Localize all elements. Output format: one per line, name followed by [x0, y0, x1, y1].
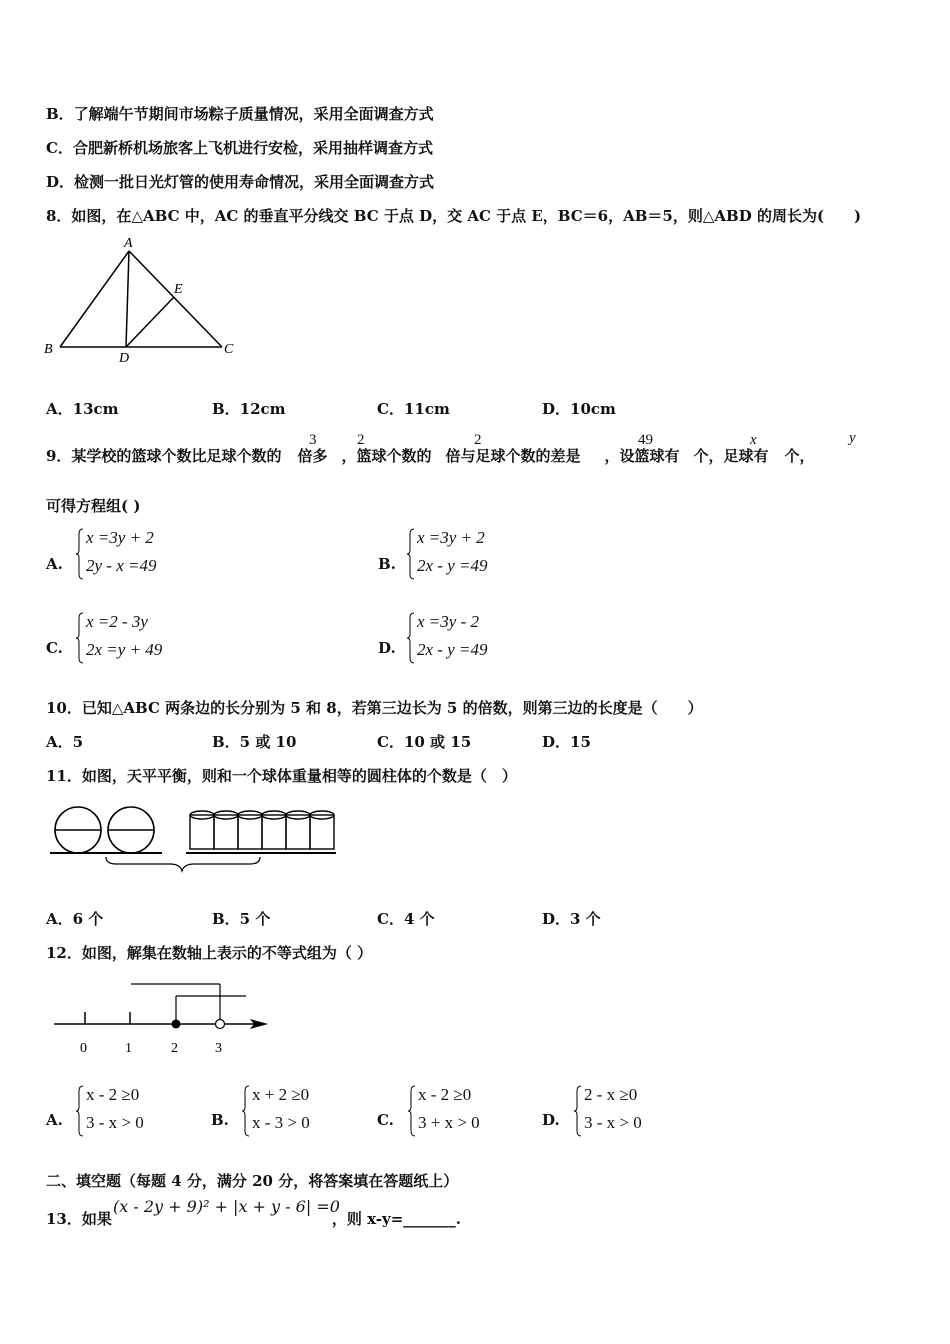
- tick-2: 2: [171, 1041, 178, 1056]
- q11-option-a: A．6 个: [46, 910, 104, 928]
- balance-figure: [46, 798, 346, 878]
- q11-stem: 11．如图，天平平衡，则和一个球体重量相等的圆柱体的个数是（ ）: [46, 767, 517, 785]
- q8-option-d: D．10cm: [542, 400, 616, 418]
- label-a: A: [124, 236, 133, 251]
- q10-option-c: C．10 或 15: [377, 733, 472, 751]
- q12-option-d-label: D.: [542, 1111, 560, 1129]
- q9-option-d-label: D.: [378, 639, 396, 657]
- q11-option-c: C．4 个: [377, 910, 435, 928]
- section-heading: 二、填空题（每题 4 分，满分 20 分，将答案填在答题纸上）: [46, 1172, 459, 1190]
- q8-option-a: A．13cm: [46, 400, 119, 418]
- q9-option-c-label: C.: [46, 639, 63, 657]
- q8-option-b: B．12cm: [212, 400, 286, 418]
- q7-option-b: B．了解端午节期间市场粽子质量情况，采用全面调查方式: [46, 105, 434, 123]
- number-line-figure: [46, 978, 286, 1058]
- q9-option-a-label: A.: [46, 555, 63, 573]
- q11-option-b: B．5 个: [212, 910, 271, 928]
- q9-number-2: 2: [357, 432, 365, 448]
- q8-option-c: C．11cm: [377, 400, 450, 418]
- q9-line2: 可得方程组( ): [46, 497, 141, 515]
- tick-3: 3: [215, 1041, 222, 1056]
- q9-var-x: x: [750, 432, 757, 448]
- q9-stem: 9．某学校的篮球个数比足球个数的 倍多 ，篮球个数的 倍与足球个数的差是 ，设篮球有 个，足球有 个，: [46, 447, 815, 465]
- q7-option-c: C．合肥新桥机场旅客上飞机进行安检，采用抽样调查方式: [46, 139, 433, 157]
- q7-option-d: D．检测一批日光灯管的使用寿命情况，采用全面调查方式: [46, 173, 435, 191]
- q9-number-2b: 2: [474, 432, 482, 448]
- q10-option-b: B．5 或 10: [212, 733, 297, 751]
- q12-stem: 12．如图，解集在数轴上表示的不等式组为（ ）: [46, 944, 373, 962]
- q9-var-y: y: [849, 430, 856, 446]
- label-c: C: [224, 342, 234, 357]
- tick-0: 0: [80, 1041, 87, 1056]
- q12-option-b-label: B.: [211, 1111, 229, 1129]
- q13-expression: (x - 2y + 9)² + |x + y - 6| =0: [113, 1197, 340, 1216]
- tick-1: 1: [125, 1041, 132, 1056]
- label-d: D: [119, 351, 130, 365]
- q12-option-a-label: A.: [46, 1111, 63, 1129]
- q10-stem: 10．已知△ABC 两条边的长分别为 5 和 8，若第三边长为 5 的倍数，则第三边的长度是（ ）: [46, 699, 703, 717]
- label-e: E: [174, 282, 183, 297]
- q9-number-49: 49: [638, 432, 653, 448]
- q8-stem: 8．如图，在△ABC 中，AC 的垂直平分线交 BC 于点 D，交 AC 于点 E，BC＝6，AB＝5，则△ABD 的周长为( ): [46, 207, 862, 225]
- q12-option-c-label: C.: [377, 1111, 394, 1129]
- label-b: B: [44, 342, 53, 357]
- triangle-figure: [40, 235, 240, 365]
- q10-option-a: A．5: [46, 733, 84, 751]
- q9-option-b-label: B.: [378, 555, 396, 573]
- q10-option-d: D．15: [542, 733, 591, 751]
- q11-option-d: D．3 个: [542, 910, 601, 928]
- q13-stem: 13．如果 ，则 x-y=_______.: [46, 1210, 462, 1228]
- q9-number-3: 3: [309, 432, 317, 448]
